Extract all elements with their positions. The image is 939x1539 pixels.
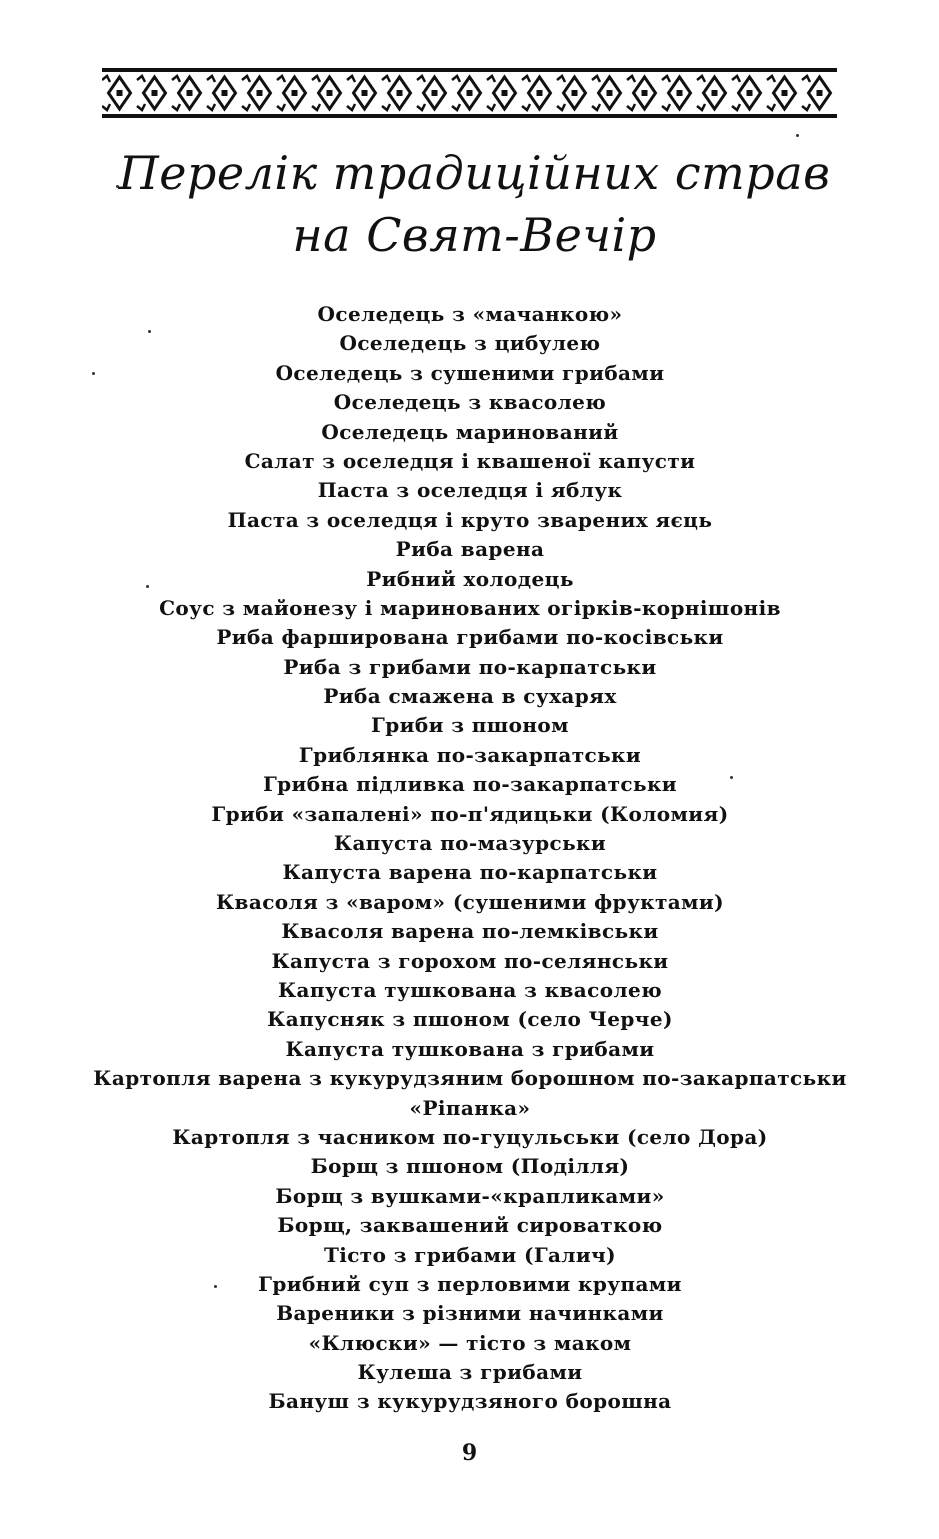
dish-item: Картопля з часником по-гуцульськи (село Дора) [172, 1124, 768, 1149]
dish-item: Капусняк з пшоном (село Черче) [267, 1007, 673, 1032]
dish-item: Гриби «запалені» по-п'ядицьки (Коломия) [211, 801, 729, 826]
dish-item: Паста з оселедця і круто зварених яєць [227, 507, 713, 532]
dish-item: Риба смажена в сухарях [323, 684, 617, 709]
dish-item: Картопля варена з кукурудзяним борошном по-закарпатськи [93, 1066, 847, 1091]
dish-item: Грибний суп з перловими крупами [258, 1271, 682, 1296]
print-speck [148, 330, 151, 333]
dish-item: Борщ, заквашений сироваткою [277, 1213, 663, 1238]
dish-item: Капуста тушкована з квасолею [277, 977, 663, 1002]
dish-item: Капуста тушкована з грибами [285, 1036, 655, 1061]
dish-item: «Ріпанка» [409, 1095, 531, 1120]
dish-item: Квасоля з «варом» (сушеними фруктами) [215, 889, 725, 914]
dish-item: Гриблянка по-закарпатськи [298, 742, 642, 767]
dish-item: Капуста по-мазурськи [333, 831, 607, 856]
dish-item: Риба з грибами по-карпатськи [283, 654, 657, 679]
dish-item: Паста з оселедця і яблук [317, 478, 623, 503]
dish-list [40, 300, 900, 1417]
print-speck [92, 372, 95, 375]
dish-item: Борщ з вушками-«крапликами» [275, 1183, 665, 1208]
dish-item: Оселедець маринований [321, 419, 619, 444]
dish-item: Оселедець з сушеними грибами [275, 360, 665, 385]
dish-item: Оселедець з «мачанкою» [317, 302, 623, 326]
dish-item: Капуста з горохом по-селянськи [271, 948, 669, 973]
dish-item: Гриби з пшоном [371, 713, 569, 738]
dish-item: Оселедець з квасолею [333, 390, 607, 415]
dish-item: Риба фарширована грибами по-косівськи [216, 625, 724, 650]
dish-item: Соус з майонезу і маринованих огірків-корнішонів [159, 595, 781, 620]
page-number: 9 [461, 1440, 478, 1466]
dish-item: Риба варена [395, 537, 545, 562]
print-speck [796, 134, 799, 137]
print-speck [146, 585, 149, 588]
print-speck [730, 776, 733, 779]
embroidery-ornament-border [102, 68, 837, 118]
dish-item: Борщ з пшоном (Поділля) [310, 1154, 630, 1179]
page-title-line-1: Перелік традиційних страв [118, 146, 831, 200]
dish-item: Капуста варена по-карпатськи [282, 860, 658, 885]
dish-item: Квасоля варена по-лемківськи [281, 919, 659, 944]
dish-item: Рибний холодець [366, 566, 574, 591]
page-title-line-2: на Свят-Вечір [292, 208, 657, 262]
dish-item: Оселедець з цибулею [339, 331, 601, 356]
dish-item: Салат з оселедця і квашеної капусти [244, 448, 696, 473]
print-speck [214, 1285, 217, 1288]
print-speck [116, 185, 119, 188]
dish-item: «Клюски» — тісто з маком [308, 1330, 632, 1355]
dish-item: Грибна підливка по-закарпатськи [262, 772, 678, 797]
dish-item: Тісто з грибами (Галич) [323, 1242, 617, 1267]
dish-item: Бануш з кукурудзяного борошна [268, 1389, 672, 1414]
dish-item: Вареники з різними начинками [276, 1301, 664, 1326]
dish-item: Кулеша з грибами [357, 1360, 583, 1385]
